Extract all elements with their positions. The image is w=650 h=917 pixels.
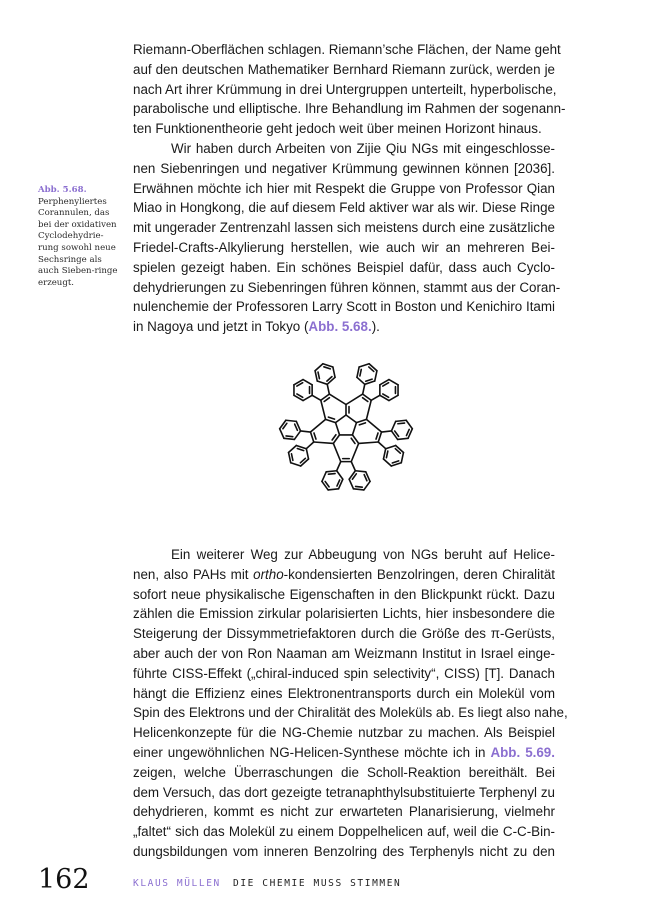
rim-bond	[333, 443, 340, 461]
phenyl-double-bond	[297, 449, 303, 451]
double-bond	[314, 433, 316, 439]
text-line: Riemann-Oberflächen schlagen. Riemann’sche Flächen, der Name geht	[133, 42, 561, 57]
phenyl-bond	[326, 471, 336, 472]
text-line: dem Versuch, das dort gezeigte tetranaphthylsubstituierte Terphenyl zu	[133, 784, 555, 800]
phenyl-bond	[391, 431, 397, 439]
text-line	[133, 743, 555, 763]
phenyl-bond	[315, 371, 317, 381]
double-bond	[376, 433, 378, 439]
rim-bond	[314, 442, 334, 443]
figure-reference-link[interactable]: Abb. 5.68.	[308, 319, 372, 335]
phenyl-bond	[375, 371, 377, 381]
phenyl-bond	[396, 420, 406, 421]
text-fragment: nen, also PAHs mit	[133, 566, 254, 582]
phenyl-double-bond	[286, 436, 293, 437]
phenyl-link	[382, 431, 392, 432]
paragraph-2	[133, 139, 561, 337]
text-line: ten Funktionentheorie geht jedoch weit über meinen Horizont hinaus.	[133, 121, 542, 137]
text-line: Wir haben durch Arbeiten von Zijie Qiu NGs mit eingeschlosse-	[171, 141, 555, 156]
phenyl-bond	[306, 449, 308, 459]
rim-bond	[346, 394, 363, 404]
phenyl-bond	[401, 453, 403, 463]
text-line: sofort neue physikalische Eigenschaften in den Blickpunkt rückt. Dazu	[133, 586, 555, 602]
double-bond	[359, 423, 365, 425]
phenyl-bond	[364, 481, 370, 490]
text-line: zeigen, welche Überraschungen die Scholl-Reaktion bereithält. Bei	[133, 764, 555, 780]
phenyl-bond	[337, 471, 343, 480]
phenyl-double-bond	[337, 480, 340, 486]
phenyl-bond	[386, 445, 396, 448]
core-bond	[356, 419, 366, 422]
double-bond	[324, 398, 329, 402]
phenyl-link	[312, 395, 321, 400]
running-book-title: DIE CHEMIE MUSS STIMMEN	[233, 878, 402, 889]
text-line: Miao in Hongkong, die auf diesem Feld aktiver war als wir. Diese Ringe	[133, 200, 556, 216]
phenyl-bond	[315, 364, 323, 371]
phenyl-link	[351, 462, 355, 471]
text-line: nulenchemie der Professoren Larry Scott in Boston und Kenichiro Itami	[133, 299, 555, 315]
phenyl-bond	[322, 472, 326, 482]
text-line: führte CISS-Effekt („chiral-induced spin selectivity“, CISS) [T]. Danach	[133, 665, 555, 681]
phenyl-bond	[391, 421, 395, 431]
phenyl-link	[337, 462, 341, 471]
rim-bond	[351, 443, 358, 461]
core-bond	[336, 415, 346, 423]
text-line: Steigerung der Dissymmetriefaktoren durch die Größe des π-Gerüsts,	[133, 626, 555, 642]
phenyl-bond	[357, 377, 365, 384]
phenyl-bond	[383, 459, 391, 466]
text-line: spielen gezeigt haben. Ein schönes Beispiel dafür, dass auch Cyclo-	[133, 259, 555, 275]
phenyl-link	[306, 442, 313, 449]
phenyl-double-bond	[328, 474, 335, 475]
text-line: aber auch der von Ron Naaman am Weizmann Institut in Israel einge-	[133, 645, 555, 661]
phenyl-bond	[353, 489, 363, 490]
phenyl-double-bond	[324, 367, 330, 369]
core-bond	[352, 423, 356, 435]
text-line: dehydrierungen zu Siebenringen führen können, stammt aus der Coran-	[133, 279, 561, 295]
text-line: Friedel-Crafts-Alkylierung herstellen, wie auch wir an mehreren Bei-	[133, 239, 555, 255]
phenyl-bond	[357, 367, 359, 377]
running-author: KLAUS MÜLLEN	[133, 878, 221, 889]
phenyl-bond	[289, 445, 297, 452]
page-number: 162	[38, 864, 90, 895]
text-line: auf den deutschen Mathematiker Bernhard Riemann zurück, werden je	[133, 61, 555, 77]
phenyl-bond	[286, 420, 296, 421]
rim-bond	[366, 419, 381, 432]
text-line: zählen die Emission zirkular polarisierten Lichts, hier insbesondere die	[133, 606, 555, 622]
rim-bond	[311, 419, 326, 432]
phenyl-bond	[349, 471, 355, 480]
figure-caption	[38, 185, 118, 289]
text-fragment: in Nagoya und jetzt in Tokyo (	[133, 319, 309, 335]
text-line: Helicenkonzepte für die NG-Chemie nutzbar zu machen. Als Beispiel	[133, 725, 555, 741]
text-line: nach Art ihrer Krümmung in drei Untergruppen unterteilt, hyperbolische,	[133, 81, 557, 97]
text-line: „faltet“ sich das Molekül zu einem Doppelhelicen auf, weil die C-C-Bin-	[133, 824, 555, 840]
phenyl-bond	[280, 429, 284, 439]
figure-reference-link[interactable]: Abb. 5.69.	[490, 744, 555, 760]
phenyl-double-bond	[295, 424, 298, 430]
phenyl-double-bond	[406, 429, 409, 435]
phenyl-bond	[355, 471, 365, 472]
phenyl-bond	[291, 463, 301, 466]
phenyl-double-bond	[356, 486, 363, 487]
phenyl-bond	[317, 381, 327, 384]
phenyl-bond	[284, 438, 294, 439]
phenyl-bond	[303, 395, 312, 400]
rim-bond	[366, 400, 371, 419]
phenyl-link	[301, 431, 311, 432]
double-bond	[351, 438, 355, 443]
core-bond	[336, 423, 340, 435]
phenyl-bond	[294, 431, 300, 439]
caption-title: Abb. 5.68.	[38, 185, 87, 195]
phenyl-bond	[328, 489, 338, 490]
phenyl-bond	[289, 453, 291, 463]
text-line: dungsbildungen vom inneren Benzolring des Terphenyls nicht zu den	[133, 843, 555, 859]
rim-bond	[311, 432, 314, 442]
rim-bond	[329, 394, 346, 404]
phenyl-bond	[349, 479, 353, 489]
phenyl-bond	[280, 420, 286, 428]
text-line: parabolische und elliptische. Ihre Behandlung im Rahmen der sogenann-	[133, 101, 566, 117]
text-line: Spin des Elektrons und der Chiralität des Moleküls ab. Es liegt also nahe,	[133, 705, 568, 721]
double-bond	[332, 435, 336, 440]
phenyl-double-bond	[318, 372, 319, 379]
double-bond	[328, 417, 334, 419]
double-bond	[363, 398, 368, 402]
caption-text: Perphenyliertes Corannulen, das bei der oxidativen Cyclodehydrie-rung sowohl neue Sechsringe als auch Sieben-ringe erzeugt.	[38, 196, 118, 288]
text-line: mit ungerader Zentrenzahl lassen sich meistens durch eine zusätzliche	[133, 220, 555, 236]
phenyl-bond	[406, 420, 412, 428]
molecule-figure	[236, 324, 456, 529]
phenyl-bond	[322, 481, 328, 490]
perphenylated-corannulene-structure	[236, 324, 456, 529]
phenyl-bond	[389, 380, 398, 385]
phenyl-double-bond	[291, 454, 292, 461]
phenyl-bond	[383, 449, 385, 459]
phenyl-bond	[333, 367, 335, 377]
text-line: dehydrieren, kommt es nicht zur erwarteten Planarisierung, vielmehr	[133, 804, 555, 820]
phenyl-double-bond	[366, 379, 372, 381]
rim-bond	[321, 400, 326, 419]
core-bond	[346, 415, 356, 423]
text-line: hängt die Effizienz eines Elektronentransports durch ein Molekül vom	[133, 685, 555, 701]
phenyl-link	[363, 384, 365, 394]
italic-term: ortho	[253, 566, 284, 582]
text-line: nen Siebenringen und negativer Krümmung gewinnen können [2036].	[133, 160, 555, 176]
phenyl-double-bond	[392, 461, 398, 463]
core-bond	[326, 419, 336, 422]
phenyl-double-bond	[364, 475, 367, 481]
phenyl-bond	[303, 380, 312, 385]
phenyl-bond	[389, 395, 398, 400]
text-fragment: ).	[371, 319, 380, 335]
text-line	[133, 565, 555, 585]
paragraph-1	[133, 40, 566, 139]
paragraph-3	[133, 545, 568, 862]
phenyl-link	[371, 395, 380, 400]
phenyl-link	[327, 384, 329, 394]
phenyl-link	[378, 442, 385, 449]
phenyl-bond	[359, 364, 369, 367]
phenyl-double-bond	[360, 369, 361, 376]
text-fragment: einer ungewöhnlichen NG-Helicen-Synthese möchte ich in	[133, 744, 491, 760]
text-line: Ein weiterer Weg zur Abbeugung von NGs beruht auf Helice-	[171, 547, 555, 562]
text-line: Erwähnen möchte ich hier mit Respekt die Gruppe von Professor Qian	[133, 180, 555, 196]
phenyl-double-bond	[398, 423, 405, 424]
rim-bond	[359, 442, 379, 443]
text-fragment: -kondensierten Benzolringen, deren Chiralität	[283, 566, 556, 582]
rim-bond	[378, 432, 381, 442]
phenyl-bond	[398, 438, 408, 439]
phenyl-double-bond	[386, 451, 387, 458]
